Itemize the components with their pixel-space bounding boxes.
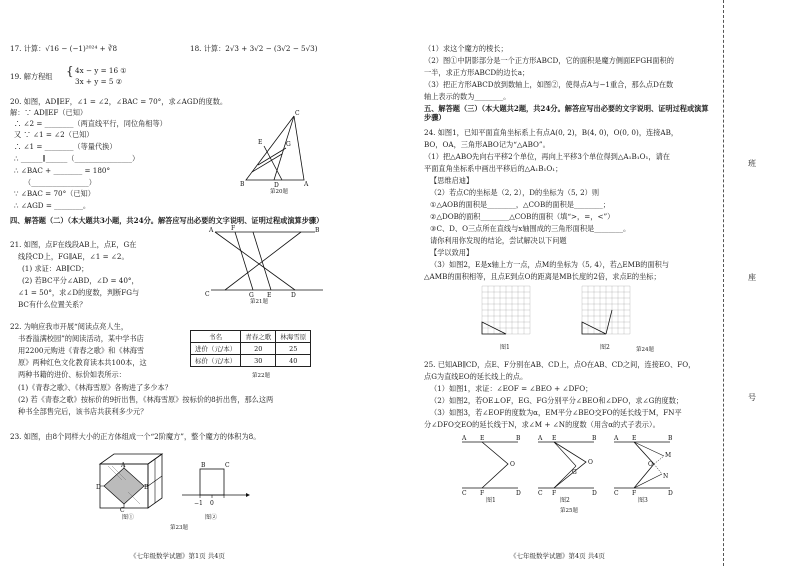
svg-text:F: F — [632, 490, 637, 497]
table-cell: 25 — [276, 343, 311, 355]
q20-caption: 第20题 — [270, 189, 288, 195]
q20-line: ∴ ∠AGD = ________。 — [14, 201, 91, 210]
table-cell: 进价（元/本） — [191, 343, 241, 355]
q24-fig2-label: 图2 — [600, 344, 610, 351]
svg-text:O: O — [648, 461, 653, 468]
q24-line: 【思维启迪】 — [430, 176, 474, 185]
svg-text:B: B — [592, 435, 597, 442]
question-18: 18. 计算：2√3 + 3√2 − (3√2 − 5√3) — [190, 44, 318, 53]
q24-fig1-label: 图1 — [500, 344, 510, 351]
q21-line: ∠1 = 50°，求∠D的度数，判断FG与 — [18, 288, 140, 297]
svg-text:F: F — [480, 490, 485, 497]
svg-text:C: C — [462, 490, 467, 497]
svg-text:A: A — [121, 462, 126, 469]
q22-sub: (2) 若《青春之歌》按标价的9折出售，《林海雪原》按标价的8折出售，那么这两 — [18, 395, 274, 404]
q23-cont: 轴上表示的数为________。 — [424, 92, 511, 101]
q19-equation-1: 4x − y = 16 ① — [75, 66, 127, 75]
q25-line: （3）如图3，若∠EOF的度数为α，EM平分∠BEO交FO的延长线于M，FN平 — [430, 408, 682, 417]
svg-text:E: E — [552, 435, 557, 442]
svg-text:C: C — [614, 490, 619, 497]
left-page — [0, 0, 395, 566]
table-cell: 40 — [276, 355, 311, 367]
section-5-heading: 五、解答题（三）（本大题共2题，共24分。解答应写出必要的文字说明、证明过程或演算步骤） — [424, 104, 709, 122]
q24-line: △AMB的面积相等，且点E到点O的距离是MB长度的2倍，求点E的坐标； — [424, 272, 661, 281]
figure-2-label: 图② — [205, 514, 218, 521]
q21-line: (1) 求证：AB∥CD； — [22, 264, 89, 273]
q24-caption: 第24题 — [636, 347, 654, 353]
q22-line: 原》两种红色文化教育读本共100本，这 — [18, 358, 147, 367]
svg-text:C: C — [225, 462, 230, 469]
svg-text:A: A — [304, 181, 309, 188]
q20-line: 解：∵ AD∥EF（已知） — [10, 108, 88, 117]
brace: { — [66, 64, 74, 78]
q25-line: （2）如图2，若OE⊥OF，EG、FG分别平分∠BEO和∠DFO，求∠G的度数； — [430, 396, 684, 405]
q25-caption: 第25题 — [560, 508, 578, 514]
q22-line: 用2200元购进《青春之歌》和《林海雪 — [18, 346, 145, 355]
svg-text:0: 0 — [210, 500, 214, 507]
left-footer: 《七年级数学试题》第1页 共4页 — [130, 552, 225, 560]
svg-text:C: C — [120, 507, 125, 514]
q20-line: ∴ ______∥______（________________） — [14, 154, 140, 163]
svg-text:A: A — [614, 435, 619, 442]
q19-equation-2: 3x + y = 5 ② — [75, 77, 123, 86]
q24-line: 请你利用你发现的结论，尝试解决以下问题 — [430, 236, 567, 245]
table-header: 林海雪原 — [276, 331, 311, 343]
q24-line: 平面直角坐标系中画出平移后的△A₁B₁O₁； — [424, 164, 563, 173]
section-4-heading: 四、解答题（二）（本大题共3小题，共24分。解答应写出必要的文字说明、证明过程或演算步骤） — [10, 216, 324, 225]
svg-text:D: D — [516, 490, 521, 497]
question-17: 17. 计算：√16 − (−1)²⁰²⁴ + ∛8 — [10, 44, 118, 53]
svg-text:O: O — [588, 459, 593, 466]
q24-grid-figure-1 — [476, 282, 536, 340]
table-cell: 标价（元/本） — [191, 355, 241, 367]
figure-1-label: 图① — [122, 514, 135, 521]
svg-text:D: D — [96, 484, 101, 491]
table-header: 书名 — [191, 331, 241, 343]
q24-line: （3）如图2，E是x轴上方一点，点M的坐标为（5, 4），若△EMB的面积与 — [430, 260, 670, 269]
q20-line: 20. 如图，AD∥EF，∠1 = ∠2，∠BAC = 70°，求∠AGD的度数。 — [10, 97, 228, 106]
table-cell: 20 — [241, 343, 276, 355]
right-footer: 《七年级数学试题》第4页 共4页 — [510, 552, 605, 560]
q23-cont: （3）把正方形ABCD放到数轴上，如图②，使得点A与−1重合，那么点D在数 — [424, 80, 674, 89]
q24-line: ②△DOB的面积________△COB的面积（填“>，=，<”） — [430, 212, 615, 221]
q22-sub: (1)《青春之歌》、《林海雪原》各购进了多少本？ — [18, 383, 172, 392]
svg-text:B: B — [668, 435, 673, 442]
svg-text:F: F — [552, 490, 557, 497]
q22-line: 书香溢满校园”的阅读活动，某中学书店 — [18, 334, 144, 343]
q20-line: （________________） — [24, 178, 96, 187]
margin-class-char: 班 — [748, 159, 756, 168]
q22-sub: 种书全部售完后，该书店共获利多少元？ — [18, 407, 148, 416]
svg-text:E: E — [632, 435, 637, 442]
q20-line: 又 ∵ ∠1 = ∠2（已知） — [14, 130, 94, 139]
q21-line: BC有什么位置关系？ — [18, 300, 87, 309]
q23-text: 23. 如图，由8个同样大小的正方体组成一个“2阶魔方”，整个魔方的体积为8。 — [10, 432, 261, 441]
svg-text:−1: −1 — [194, 500, 203, 507]
q23-caption: 第23题 — [170, 525, 188, 531]
svg-text:B: B — [240, 181, 245, 188]
q25-line: 25. 已知AB∥CD，点E、F分别在AB、CD上，点O在AB、CD之间，连接EO、FO， — [424, 360, 696, 369]
q24-line: 【学以致用】 — [430, 248, 474, 257]
svg-text:E: E — [258, 139, 263, 146]
svg-text:B: B — [201, 462, 206, 469]
svg-text:A: A — [209, 227, 214, 234]
svg-text:B: B — [315, 227, 320, 234]
svg-text:E: E — [480, 435, 485, 442]
q24-line: ①△AOB的面积是________，△COB的面积是________； — [430, 200, 610, 209]
q25-line: （1）如图1，求证：∠EOF = ∠BEO + ∠DFO； — [430, 384, 593, 393]
q21-caption: 第21题 — [250, 299, 268, 305]
q22-price-table — [190, 330, 311, 367]
svg-text:G: G — [249, 292, 254, 299]
table-row — [191, 355, 311, 367]
svg-text:D: D — [274, 182, 279, 189]
svg-text:A: A — [538, 435, 543, 442]
q21-line: 21. 如图，点F在线段AB上，点E，G在 — [10, 240, 137, 249]
q23-cont: （1）求这个魔方的棱长； — [424, 44, 508, 53]
number-line-figure — [180, 455, 250, 510]
q21-line: (2) 若BC平分∠ABD，∠D = 40°， — [22, 276, 139, 285]
question-19-label: 19. 解方程组 — [10, 72, 53, 81]
q20-line: ∴ ∠1 = ________（等量代换） — [14, 142, 117, 151]
q25-line: 分∠DFO交EO的延长线于N，求∠M + ∠N的度数（用含α的式子表示）。 — [424, 420, 660, 429]
q23-cont: （2）图①中阴影部分是一个正方形ABCD，它的面积是魔方侧面EFGH面积的 — [424, 56, 674, 65]
svg-text:B: B — [144, 484, 149, 491]
q20-line: ∴ ∠2 = ________（两直线平行，同位角相等） — [14, 119, 167, 128]
q24-line: 24. 如图1，已知平面直角坐标系上有点A(0, 2)，B(4, 0)，O(0, 0)，连接AB， — [424, 128, 679, 137]
svg-text:G: G — [286, 141, 291, 148]
q25-figure-2 — [536, 436, 598, 496]
q24-line: BO，OA，三角形ABO记为“△ABO”。 — [424, 140, 550, 149]
q24-line: ③C、D、O三点所在直线与x轴围成的三角形面积是________。 — [430, 224, 631, 233]
q23-cont: 一半，求正方形ABCD的边长a； — [424, 68, 530, 77]
q21-line: 线段CD上，FG∥AE，∠1 = ∠2。 — [18, 252, 129, 261]
q25-fig-label: 图2 — [560, 497, 570, 504]
svg-text:M: M — [665, 452, 672, 459]
q25-line: 点G为直线EO的延长线上的点。 — [424, 372, 528, 381]
svg-text:E: E — [267, 292, 272, 299]
q22-line: 22. 为响应我市开展“阅读点亮人生， — [10, 322, 129, 331]
svg-text:N: N — [663, 473, 669, 480]
q25-fig-label: 图3 — [638, 497, 648, 504]
svg-text:C: C — [295, 110, 300, 117]
q24-line: （2）若点C的坐标是（2, 2），D的坐标为（5, 2）则 — [430, 188, 600, 197]
cube-figure — [92, 452, 172, 512]
svg-text:B: B — [516, 435, 521, 442]
svg-text:D: D — [291, 292, 296, 299]
q25-figure-3 — [612, 436, 674, 496]
q21-figure — [205, 225, 330, 299]
svg-text:G: G — [572, 469, 577, 476]
binding-dashed-line — [723, 0, 724, 566]
svg-text:D: D — [592, 490, 597, 497]
q25-figure-1 — [460, 436, 522, 496]
svg-text:O: O — [510, 461, 515, 468]
svg-text:C: C — [538, 490, 543, 497]
q24-line: （1）把△ABO先向右平移2个单位，再向上平移3个单位得到△A₁B₁O₁，请在 — [424, 152, 670, 161]
svg-text:D: D — [668, 490, 673, 497]
q20-line: ∴ ∠BAC + ________ = 180° — [14, 166, 111, 175]
q20-line: ∵ ∠BAC = 70°（已知） — [14, 189, 95, 198]
q22-caption: 第22题 — [252, 373, 270, 379]
svg-text:F: F — [231, 225, 236, 232]
q25-fig-label: 图1 — [486, 497, 496, 504]
table-row — [191, 343, 311, 355]
svg-text:A: A — [462, 435, 467, 442]
q20-figure — [238, 110, 308, 190]
right-page — [400, 0, 794, 566]
q22-line: 两种书籍的进价、标价如表所示： — [18, 370, 126, 379]
margin-number-char: 号 — [748, 393, 756, 402]
table-header: 青春之歌 — [241, 331, 276, 343]
svg-text:C: C — [205, 291, 210, 298]
q24-grid-figure-2 — [576, 282, 636, 340]
table-cell: 30 — [241, 355, 276, 367]
margin-seat-char: 座 — [748, 273, 756, 282]
